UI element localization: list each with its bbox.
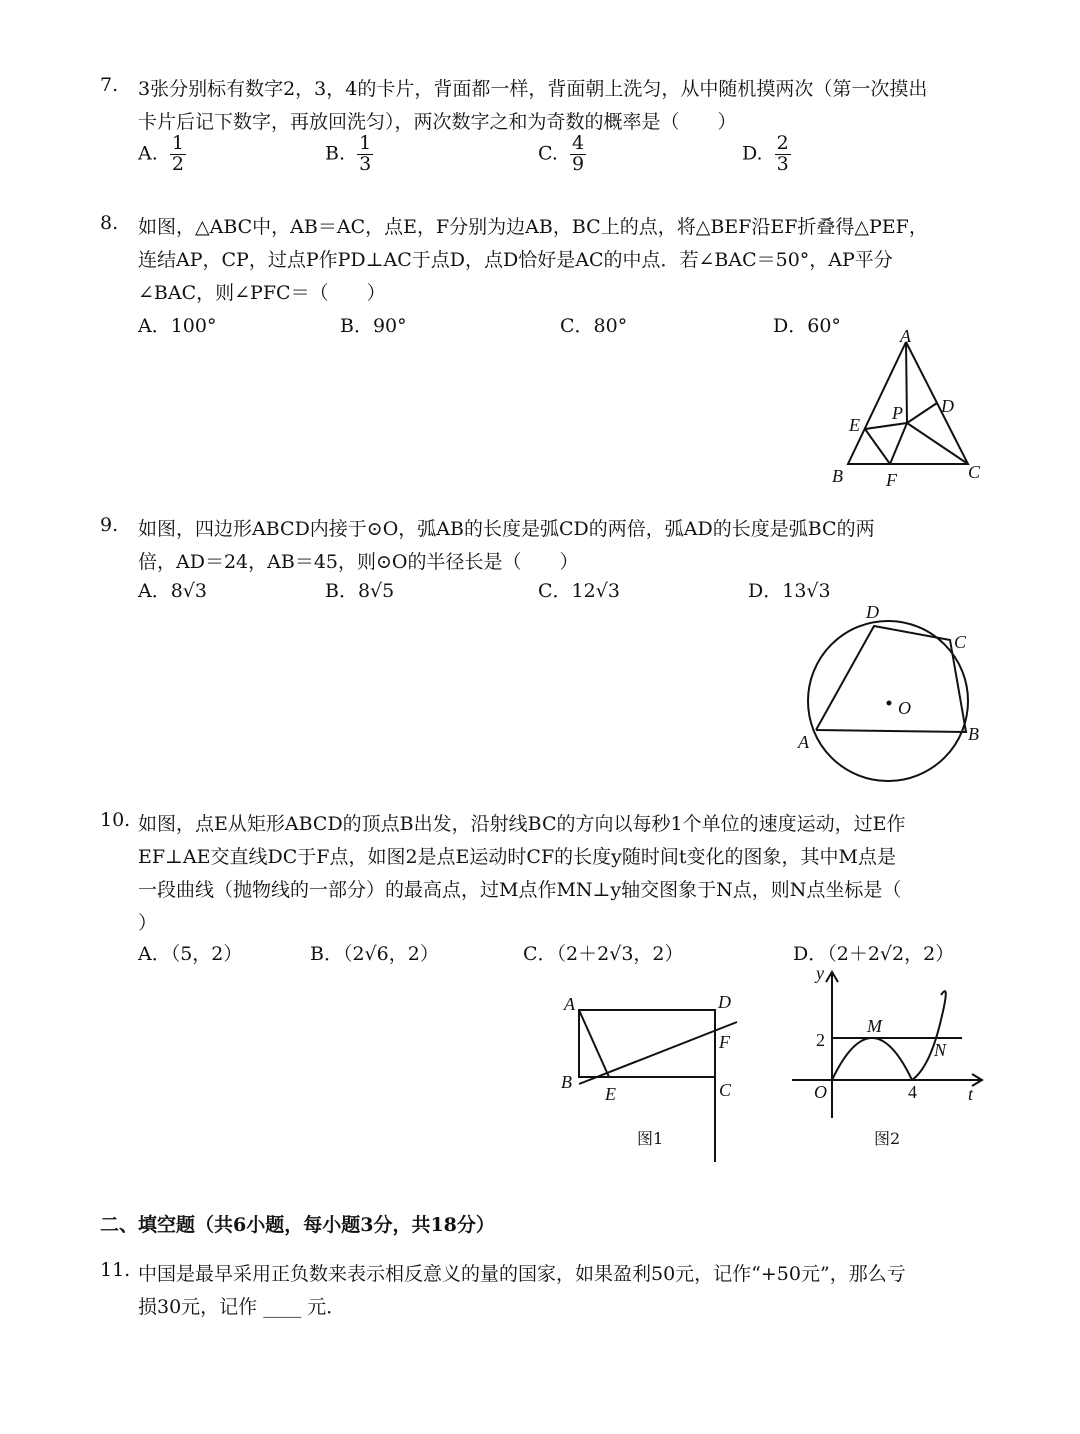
question-text-line — [138, 1292, 345, 1319]
question-text-line: 如图，四边形ABCD内接于⊙O，弧AB的长度是弧CD的两倍，弧AD的长度是弧BC的两 — [138, 518, 875, 540]
text-before-blank: 损30元，记作 — [138, 1296, 258, 1318]
question-text-line: 倍，AD＝24，AB＝45，则⊙O的半径长是（ ） — [138, 551, 579, 573]
fraction — [357, 134, 373, 175]
question-text-line: 卡片后记下数字，再放回洗匀），两次数字之和为奇数的概率是（ ） — [138, 111, 737, 133]
label-c: C — [954, 632, 967, 652]
option-a: A．（5，2） — [138, 943, 243, 965]
question-number: 8. — [100, 212, 119, 234]
label-a: A — [564, 994, 575, 1014]
denominator: 9 — [571, 152, 585, 175]
triangle-figure — [820, 330, 990, 490]
option-label: C. — [538, 142, 558, 165]
option-c: C．12√3 — [538, 580, 620, 602]
question-text-line: 连结AP，CP，过点P作PD⊥AC于点D，点D恰好是AC的中点．若∠BAC＝50°，AP平分 — [138, 249, 893, 271]
option-label: D. — [742, 142, 763, 165]
fraction — [775, 134, 791, 175]
label-d: D — [866, 602, 879, 622]
label-n: N — [934, 1040, 947, 1060]
question-number: 11. — [100, 1259, 131, 1281]
question-text-line: 3张分别标有数字2，3，4的卡片，背面都一样，背面朝上洗匀，从中随机摸两次（第一次摸出 — [138, 78, 928, 100]
question-text-line: 一段曲线（抛物线的一部分）的最高点，过M点作MN⊥y轴交图象于N点，则N点坐标是（ — [138, 879, 902, 901]
question-text-line: ） — [138, 912, 158, 934]
option-c: C．80° — [560, 315, 628, 337]
numerator: 2 — [776, 132, 789, 154]
option-d — [742, 134, 791, 175]
question-text-line: EF⊥AE交直线DC于F点，如图2是点E运动时CF的长度y随时间t变化的图象，其中M点是 — [138, 846, 896, 868]
question-text-line: 如图，点E从矩形ABCD的顶点B出发，沿射线BC的方向以每秒1个单位的速度运动，过E作 — [138, 813, 906, 835]
label-m: M — [867, 1016, 882, 1036]
option-b — [325, 134, 373, 175]
question-text-line: 中国是最早采用正负数来表示相反意义的量的国家，如果盈利50元，记作“+50元”，那么亏 — [138, 1263, 906, 1285]
question-number: 7. — [100, 74, 119, 96]
graph-figure-2 — [788, 960, 988, 1160]
text-after-blank: 元． — [307, 1296, 346, 1318]
option-d: D．（2＋2√2，2） — [793, 943, 955, 965]
option-b: B．90° — [340, 315, 407, 337]
label-d: D — [718, 992, 731, 1012]
label-o: O — [898, 698, 911, 718]
numerator: 1 — [359, 132, 372, 154]
option-a: A．8√3 — [138, 580, 208, 602]
label-f: F — [719, 1032, 730, 1052]
question-text-line: ∠BAC，则∠PFC＝（ ） — [138, 282, 386, 304]
label-f: F — [886, 470, 897, 490]
option-d: D．13√3 — [748, 580, 831, 602]
denominator: 2 — [171, 152, 184, 175]
fraction — [570, 134, 586, 175]
question-text-line: 如图，△ABC中，AB＝AC，点E，F分别为边AB，BC上的点，将△BEF沿EF折叠得△PEF， — [138, 216, 928, 238]
option-d: D．60° — [773, 315, 841, 337]
circle-figure — [790, 600, 1000, 790]
option-a: A．100° — [138, 315, 217, 337]
label-o: O — [814, 1082, 827, 1102]
option-c: C．（2＋2√3，2） — [523, 943, 684, 965]
label-b: B — [968, 724, 979, 744]
numerator: 1 — [171, 132, 184, 154]
denominator: 3 — [359, 152, 372, 175]
label-e: E — [605, 1084, 616, 1104]
option-label: B. — [325, 142, 346, 165]
label-e: E — [849, 415, 860, 435]
tick-2: 2 — [816, 1030, 825, 1050]
label-c: C — [968, 462, 981, 482]
label-y: y — [816, 963, 824, 983]
option-b: B．8√5 — [325, 580, 395, 602]
label-a: A — [798, 732, 809, 752]
question-number: 9. — [100, 514, 119, 536]
figure-caption: 图1 — [637, 1129, 664, 1148]
label-a: A — [900, 330, 911, 346]
label-t: t — [968, 1084, 974, 1104]
label-c: C — [719, 1080, 732, 1100]
figure-caption: 图2 — [874, 1129, 901, 1148]
rectangle-figure-1 — [555, 990, 755, 1170]
numerator: 4 — [571, 132, 585, 154]
section-title: 二、填空题（共6小题，每小题3分，共18分） — [100, 1214, 495, 1236]
option-label: A. — [138, 142, 158, 165]
tick-4: 4 — [908, 1082, 917, 1102]
denominator: 3 — [776, 152, 789, 175]
label-d: D — [941, 396, 954, 416]
label-b: B — [832, 466, 843, 486]
question-number: 10. — [100, 809, 131, 831]
fraction — [170, 134, 186, 175]
option-a — [138, 134, 186, 175]
label-b: B — [561, 1072, 572, 1092]
option-b: B．（2√6，2） — [310, 943, 439, 965]
option-c — [538, 134, 586, 175]
answer-blank: ____ — [263, 1296, 302, 1318]
label-p: P — [892, 403, 903, 423]
